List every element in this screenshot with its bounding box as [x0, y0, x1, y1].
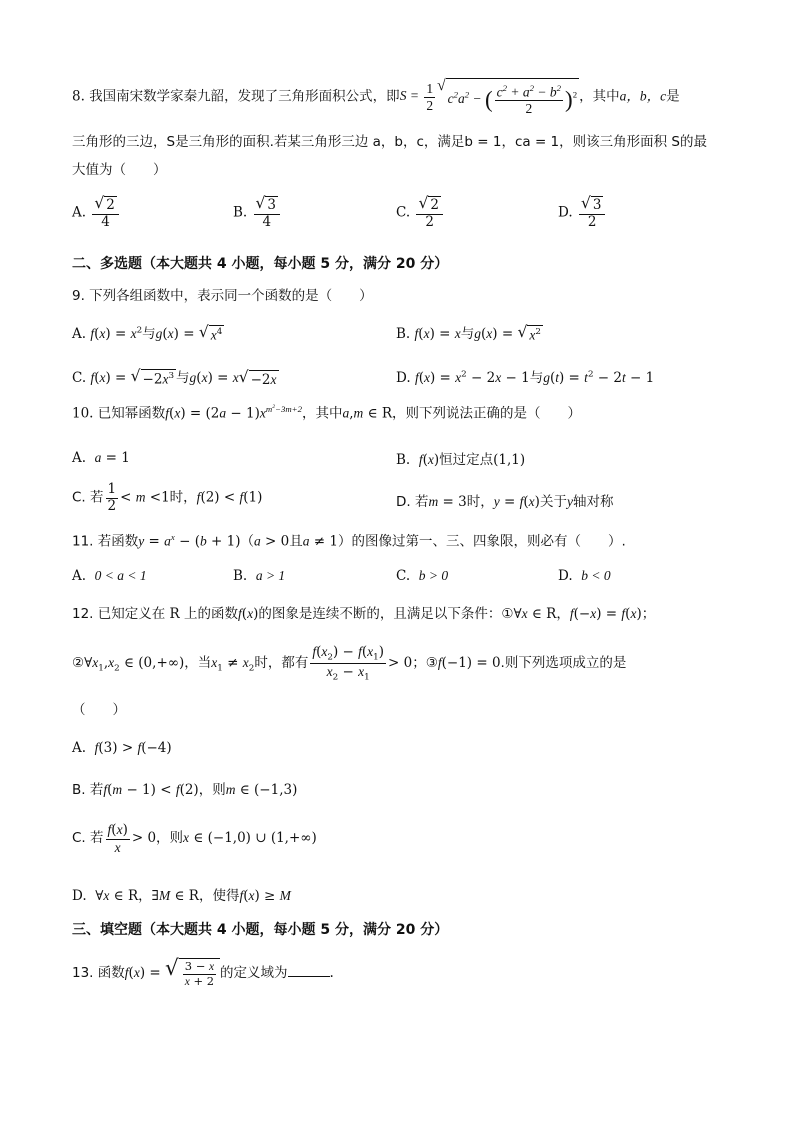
question-11-stem: 11. 若函数$y = a^x - (b + 1)(a > 0$且a ≠ 1）的图像过第一、三、四象限，则必有（ ）.: [72, 532, 626, 550]
q8-option-d[interactable]: D. √ 3 2: [558, 196, 607, 230]
q12-option-d[interactable]: D. ∀x ∈ R，∃M ∈ R，使得f(x) ≥ M: [72, 888, 291, 904]
q8-option-a[interactable]: A. √ 2 4: [72, 196, 121, 230]
section-2-heading: 二、多选题（本大题共 4 小题，每小题 5 分，满分 20 分）: [72, 256, 449, 272]
q11-option-a[interactable]: A. 0 < a < 1: [72, 568, 147, 584]
question-12-line-3: （ ）: [72, 702, 126, 718]
q11-option-c[interactable]: C. b > 0: [396, 568, 449, 584]
question-12-line-2: $②\forall x_1,x_2$ ∈ (0,+∞)，当$x_1 \ne x_2$时，都有 $\frac{f(x_2) - f(x_1)}{x_2 - x_1}$ > 0；③f(−1) = 0.则下列选项成立的是: [72, 644, 627, 683]
q12-option-c[interactable]: C. 若 $\frac{f(x)}{x}$ > 0，则x ∈ (−1,0) ∪ (1,+∞): [72, 822, 317, 855]
q11-option-d[interactable]: D. b < 0: [558, 568, 611, 584]
q9-option-d[interactable]: D. $f(x) = x^2 - 2x - 1$与$g(t) = t^2 - 2t - 1$: [396, 369, 655, 386]
question-10-stem: 10. 已知幂函数$f(x) = (2a - 1)x^{m^2-3m+2}$，其中a,m ∈ R，则下列说法正确的是（ ）: [72, 404, 582, 422]
question-8-line-2: 三角形的三边，S是三角形的面积.若某三角形三边 a，b，c，满足b = 1，ca = 1，则该三角形面积 S的最: [72, 134, 708, 150]
section-3-heading: 三、填空题（本大题共 4 小题，每小题 5 分，满分 20 分）: [72, 922, 449, 938]
q12-option-a[interactable]: A. f(3) > f(−4): [72, 740, 172, 756]
q8-option-c[interactable]: C. √ 2 2: [396, 196, 445, 230]
question-13-stem: 13. 函数f(x) = √ $\frac{3 - x}{x + 2}$ 的定义域为 .: [72, 956, 334, 989]
q12-option-b[interactable]: B. 若f(m − 1) < f(2)，则m ∈ (−1,3): [72, 782, 298, 798]
question-8-line-1: 8. 我国南宋数学家秦九韶，发现了三角形面积公式，即S = $\frac{1}{2}$ √ $c^2a^2$ − ( $\frac{c^2 + a^2 - b^2}{2}$ )$^2$ ，其中a，b，c是: [72, 77, 680, 117]
q10-option-c[interactable]: C. 若 $\frac{1}{2}$ < m <1时，f(2) < f(1): [72, 481, 263, 514]
q10-option-d[interactable]: D. 若m = 3时，y = f(x)关于y轴对称: [396, 494, 614, 510]
formula-S: S = $\frac{1}{2}$ √ $c^2a^2$ − ( $\frac{c^2 + a^2 - b^2}{2}$ )$^2$: [399, 77, 578, 117]
q10-option-a[interactable]: A. a = 1: [72, 450, 130, 466]
question-9-stem: 9. 下列各组函数中，表示同一个函数的是（ ）: [72, 288, 373, 304]
q9-option-c[interactable]: C. f(x) = √ $-2x^3$ 与g(x) = x √ −2x: [72, 367, 277, 388]
answer-blank[interactable]: [288, 964, 330, 977]
q9-option-b[interactable]: B. f(x) = x与g(x) = √ $x^2$: [396, 323, 541, 343]
q10-option-b[interactable]: B. f(x)恒过定点(1,1): [396, 452, 526, 468]
q8-option-b[interactable]: B. √ 3 4: [233, 196, 282, 230]
question-8-line-3: 大值为（ ）: [72, 162, 167, 178]
q11-option-b[interactable]: B. a > 1: [233, 568, 286, 584]
question-12-line-1: 12. 已知定义在 R 上的函数f(x)的图象是连续不断的，且满足以下条件：①∀x ∈ R，f(−x) = f(x)；: [72, 606, 656, 622]
q9-option-a[interactable]: A. $f(x) = x^2$与g(x) = √ $x^4$: [72, 323, 223, 343]
